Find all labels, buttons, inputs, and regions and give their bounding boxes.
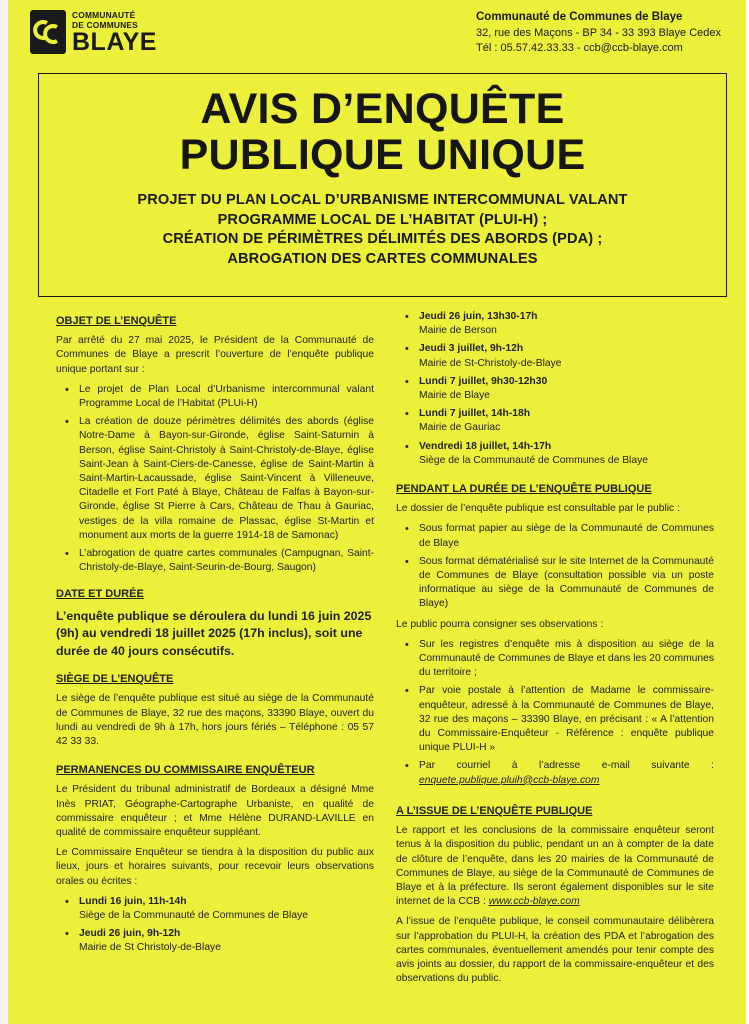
- subtitle-line3: CRÉATION DE PÉRIMÈTRES DÉLIMITÉS DES ABORDS (PDA) ;: [162, 231, 603, 247]
- list-item: • Sous format dématérialisé sur le site Internet de la Communauté de Communes de Blaye (consultation possible via un poste informatique au siège de la Communauté de Communes de Blaye): [396, 555, 714, 612]
- schedule-where: Mairie de Berson: [419, 325, 497, 337]
- org-contact: Tél : 05.57.42.33.33 - ccb@ccb-blaye.com: [476, 42, 683, 54]
- subtitle-line2: PROGRAMME LOCAL DE L’HABITAT (PLUI-H) ;: [217, 211, 548, 228]
- logo-name: BLAYE: [72, 28, 157, 56]
- logo-line2: DE COMMUNES: [72, 19, 138, 30]
- schedule-where: Mairie de St-Christoly-de-Blaye: [419, 357, 562, 369]
- page-title: [39, 86, 726, 178]
- list-item: • Sous format papier au siège de la Communauté de Communes de Blaye: [396, 522, 714, 550]
- subtitle-line4: ABROGATION DES CARTES COMMUNALES: [227, 250, 538, 267]
- objet-list: [56, 383, 374, 576]
- list-item: • Le projet de Plan Local d’Urbanisme intercommunal valant Programme Local de l’Habitat (PLUi-H): [56, 383, 374, 411]
- logo-line1: COMMUNAUTÉ: [72, 10, 136, 20]
- ccb-logo-mark-icon: [30, 10, 66, 54]
- schedule-item: [56, 895, 374, 923]
- permanences-p2: Le Commissaire Enquêteur se tiendra à la disposition du public aux lieux, jours et horaires suivants, pour recevoir leurs observations orales ou écrites :: [56, 847, 374, 887]
- schedule-when: • Lundi 16 juin, 11h-14h: [79, 895, 187, 907]
- list-item: • La création de douze périmètres délimités des abords (église Notre-Dame à Bayon-sur-Gironde, église Saint-Saturnin à Berson, église Saint-Christoly à Saint-Christoly-de-Blaye, église Saint-Jean à Saint-Ciers-de-Canesse, église de Saint-Martin à Saint-Martin-Lacaussade, église Saint-Vincent à Villeneuve, Citadelle et Fort Paté à Blaye, Château de Falfas à Bayon-sur-Gironde, église St Pierre à Cars, Château de Thau à Gauriac, vestiges de la villa romaine de Plassac, église St-Martin et monument aux morts de la guerre 1914-18 de Samonac): [56, 415, 374, 543]
- siege-heading: SIÈGE DE L’ENQUÊTE: [56, 673, 174, 686]
- date-text: L’enquête publique se déroulera du lundi 16 juin 2025 (9h) au vendredi 18 juillet 2025 (17h inclus), soit une durée de 40 jours consécutifs.: [56, 608, 372, 658]
- issue-p2: A l’issue de l’enquête publique, le conseil communautaire délibèrera sur l’approbation du PLUI-H, la création des PDA et l’abrogation des cartes communales, éventuellement amendés pour tenir compte des avis joints au dossier, du rapport de la commissaire-enquêteur et des observations du public.: [396, 916, 714, 985]
- ccb-logo: [30, 10, 157, 56]
- list-item: [396, 759, 714, 787]
- subtitle-line1: PROJET DU PLAN LOCAL D’URBANISME INTERCOMMUNAL VALANT: [137, 192, 628, 208]
- permanences-p1: Le Président du tribunal administratif de Bordeaux a désigné Mme Inès PRIAT, Géographe-Cartographe Urbaniste, en qualité de commissaire enquêteur ; et Mme Hélène DURAND-LAVILLE en qualité de commissaire enquêteur suppléant.: [56, 784, 374, 838]
- left-column: [56, 314, 374, 962]
- schedule-when: • Jeudi 26 juin, 9h-12h: [79, 928, 181, 940]
- observations-list: [396, 638, 714, 788]
- permanences-heading: PERMANENCES DU COMMISSAIRE ENQUÊTEUR: [56, 764, 315, 777]
- date-heading: DATE ET DURÉE: [56, 588, 144, 601]
- schedule-where: Siège de la Communauté de Communes de Blaye: [419, 454, 648, 466]
- title-line1: AVIS D’ENQUÊTE: [200, 85, 565, 133]
- schedule-where: Siège de la Communauté de Communes de Blaye: [79, 910, 308, 921]
- header-contact: [476, 10, 736, 57]
- schedule-item: [396, 375, 714, 403]
- schedule-when: • Lundi 7 juillet, 9h30-12h30: [419, 375, 548, 387]
- right-column: [396, 310, 714, 992]
- issue-p1-text: Le rapport et les conclusions de la commissaire enquêteur seront tenus à la disposition du public, pendant un an à compter de la date de clôture de l’enquête, dans les 20 mairies de la Communauté de Communes de Blaye, au siège de la Communauté de Communes de Blaye et à la préfecture. Ils seront également disponibles sur le site internet de la CCB :: [396, 825, 714, 908]
- list-item: • Sur les registres d’enquête mis à disposition au siège de la Communauté de Communes de Blaye et dans les 20 communes du territoire ;: [396, 638, 714, 681]
- page-edge: [0, 0, 8, 1024]
- schedule-when: • Lundi 7 juillet, 14h-18h: [419, 408, 530, 420]
- email-link[interactable]: enquete.publique.pluih@ccb-blaye.com: [419, 774, 600, 786]
- email-prefix: Par courriel à l’adresse e-mail suivante :: [419, 760, 714, 772]
- schedule-when: • Jeudi 26 juin, 13h30-17h: [419, 311, 538, 322]
- list-item: • Par voie postale à l’attention de Madame le commissaire-enquêteur, adressé à la Communauté de Communes de Blaye, 32 rue des maçons – 33390 Blaye, en précisant : « A l’attention du Commissaire-Enquêteur - Référence : enquête publique unique PLUI-H »: [396, 684, 714, 755]
- schedule-where: Mairie de Blaye: [419, 390, 490, 402]
- schedule-when: • Vendredi 18 juillet, 14h-17h: [419, 440, 552, 452]
- objet-heading: OBJET DE L’ENQUÊTE: [56, 315, 177, 327]
- observations-intro: Le public pourra consigner ses observations :: [396, 618, 604, 630]
- org-address: 32, rue des Maçons - BP 34 - 33 393 Blaye Cedex: [476, 26, 721, 39]
- schedule-where: Mairie de Gauriac: [419, 422, 501, 434]
- org-name: Communauté de Communes de Blaye: [476, 11, 683, 23]
- notice-page: [8, 0, 746, 1024]
- permanences-list-left: [56, 895, 374, 956]
- issue-p1: [396, 824, 714, 909]
- permanences-list-right: [396, 310, 714, 468]
- pendant-intro: Le dossier de l’enquête publique est consultable par le public :: [396, 503, 680, 515]
- schedule-item: [396, 407, 714, 435]
- schedule-where: Mairie de St Christoly-de-Blaye: [79, 942, 221, 954]
- pendant-list: [396, 522, 714, 611]
- objet-intro: Par arrêté du 27 mai 2025, le Président de la Communauté de Communes de Blaye a prescrit l’ouverture de l’enquête publique unique portant sur :: [56, 335, 374, 375]
- pendant-heading: PENDANT LA DURÉE DE L’ENQUÊTE PUBLIQUE: [396, 483, 652, 496]
- schedule-item: [396, 440, 714, 468]
- schedule-item: [396, 342, 714, 370]
- page-subtitle: [39, 191, 726, 269]
- schedule-item: [56, 927, 374, 955]
- title-line2: PUBLIQUE UNIQUE: [179, 131, 586, 179]
- list-item: • L’abrogation de quatre cartes communales (Campugnan, Saint-Christoly-de-Blaye, Saint-Seurin-de-Bourg, Saugon): [56, 547, 374, 575]
- issue-heading: A L’ISSUE DE L’ENQUÊTE PUBLIQUE: [396, 804, 593, 817]
- website-link[interactable]: www.ccb-blaye.com: [488, 896, 580, 908]
- title-box: [38, 73, 727, 297]
- schedule-item: [396, 310, 714, 338]
- schedule-when: • Jeudi 3 juillet, 9h-12h: [419, 343, 524, 355]
- siege-text: Le siège de l’enquête publique est situé au siège de la Communauté de Communes de Blaye, 32 rue des maçons, 33390 Blaye, ouvert du lundi au vendredi de 9h à 17h, hors jours fériés – Téléphone : 05 57 42 33 33.: [56, 693, 374, 747]
